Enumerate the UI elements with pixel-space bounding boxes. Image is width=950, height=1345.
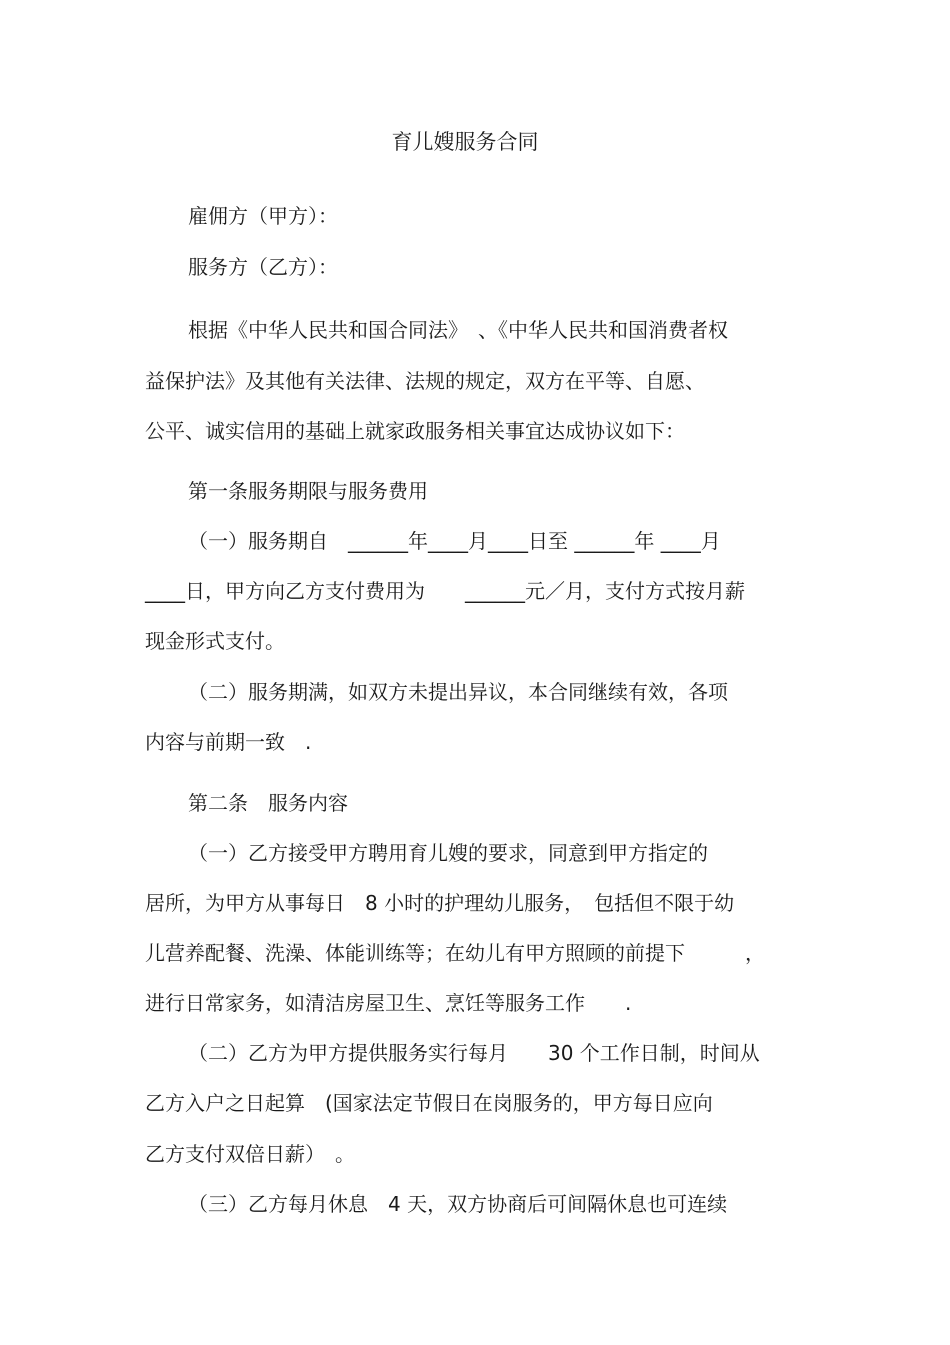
service-party-line: 服务方（乙方）： [188,255,338,279]
article-1-heading: 第一条服务期限与服务费用 [188,479,428,503]
article-1-clause-2-line-1: （二）服务期满，如双方未提出异议，本合同继续有效，各项 [188,680,728,704]
article-2-clause-1-line-1: （一）乙方接受甲方聘用育儿嫂的要求，同意到甲方指定的 [188,841,708,865]
article-2-clause-3-line-1: （三）乙方每月休息 4 天，双方协商后可间隔休息也可连续 [188,1192,728,1216]
article-1-clause-1-line-2: ____日，甲方向乙方支付费用为 ______元／月，支付方式按月薪 [145,579,745,603]
article-2-heading: 第二条 服务内容 [188,791,348,815]
preamble-line-3: 公平、诚实信用的基础上就家政服务相关事宜达成协议如下： [145,419,685,443]
article-2-clause-2-line-2: 乙方入户之日起算 (国家法定节假日在岗服务的，甲方每日应向 [145,1091,713,1115]
article-1-clause-1-line-1: （一）服务期自 ______年____月____日至 ______年 ____月 [188,529,721,553]
preamble-line-2: 益保护法》及其他有关法律、法规的规定，双方在平等、自愿、 [145,369,705,393]
document-title: 育儿嫂服务合同 [391,130,539,154]
article-2-clause-1-line-3: 儿营养配餐、洗澡、体能训练等；在幼儿有甲方照顾的前提下 ， [145,941,765,965]
article-1-clause-1-line-3: 现金形式支付。 [145,629,285,653]
article-2-clause-2-line-3: 乙方支付双倍日薪） 。 [145,1142,355,1166]
article-2-clause-2-line-1: （二）乙方为甲方提供服务实行每月 30 个工作日制，时间从 [188,1041,760,1065]
article-1-clause-2-line-2: 内容与前期一致 . [145,730,312,754]
preamble-line-1: 根据《中华人民共和国合同法》 、《中华人民共和国消费者权 [188,318,728,342]
article-2-clause-1-line-4: 进行日常家务，如清洁房屋卫生、烹饪等服务工作 . [145,991,632,1015]
employer-party-line: 雇佣方（甲方）： [188,204,338,228]
article-2-clause-1-line-2: 居所，为甲方从事每日 8 小时的护理幼儿服务， 包括但不限于幼 [145,891,735,915]
